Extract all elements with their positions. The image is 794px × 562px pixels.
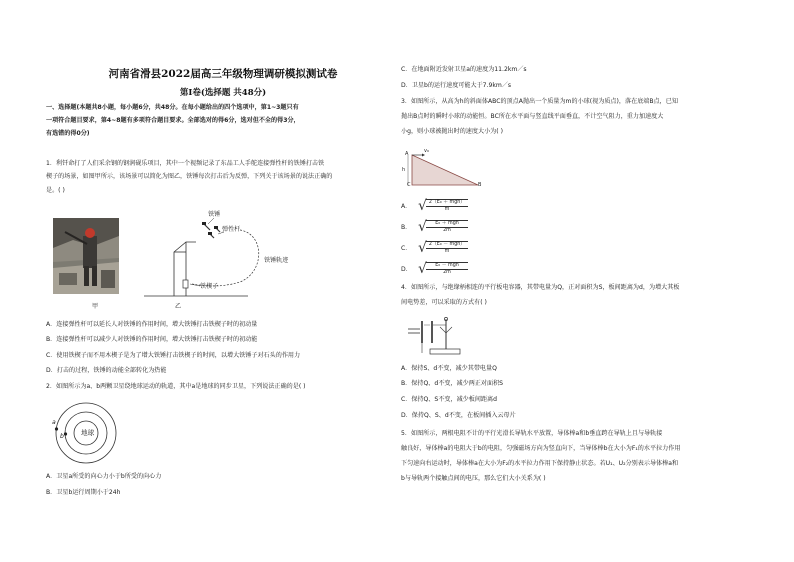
q2-option-b: B．卫星b运行周期小于24h [46,489,121,496]
question-5-line-1: 5．如图所示，两根电阻不计的平行光滑长导轨水平放置，导体棒a和b垂直跨在导轨上且与导轨接 [401,430,663,437]
q3-option-d-letter: D． [401,266,412,273]
q3-b-numerator: E₀ ＋ mgh [426,221,468,228]
q2-option-a: A．卫星a所受的向心力小于b所受的向心力 [46,473,162,480]
incline-diagram [402,145,486,191]
q4-option-d: D．保持Q、S、d不变，在板间插入云母片 [401,412,516,419]
q3-b-denominator: 2m [443,228,451,233]
sqrt-icon: √ [418,261,427,277]
q2-option-c: C．在地面附近发射卫星a的速度为11.2km／s [401,66,527,73]
q1-option-a: A．连接弹性杆可以延长人对铁锤的作用时间，增大铁锤打击铁楔子时的初动量 [46,321,258,328]
incline-velocity: v₀ [424,148,429,154]
q3-c-denominator: m [444,249,450,254]
question-4-line-2: 间电势差，可以采取的方式有( ) [401,299,487,306]
question-3-line-2: 抛出B点时的瞬时小球的动能恒。BC所在水平面与竖直线平面垂直，不计空气阻力，重力加速度大 [401,113,664,120]
question-5-line-2: 触良好，导体棒a的电阻大于b的电阻，匀强磁场方向为竖直向下，当导体棒b在大小为F₁的水平拉力作用 [401,445,681,452]
q3-d-numerator: E₀ － mgh [426,263,468,270]
q3-c-numerator: 2（E₀ － mgh） [426,242,468,249]
q3-option-a-letter: A． [401,203,412,210]
question-1-line-2: 楔子的场景，如图甲所示，该场景可以简化为图乙，铁锤每次打击后为反弹，下列关于该场景的说法正确的 [46,173,333,180]
q3-option-d-formula [418,260,470,280]
sqrt-icon: √ [418,240,427,256]
q3-option-c-formula [418,239,470,259]
figure-jia-label: 甲 [92,303,99,310]
capacitor-diagram [404,315,468,359]
question-5-line-4: b与导轨两个接触点间的电压，那么它们大小关系为( ) [401,475,546,482]
question-2-line-1: 2．如图所示为a、b两颗卫星绕地球运动的轨道，其中a是地球的同步卫星，下列说法正确的是( ) [46,383,306,390]
q3-a-denominator: m [444,207,450,212]
incline-point-a: A [405,151,409,157]
section-instructions-line-3: 有选错的得0分) [46,130,90,137]
sqrt-icon: √ [418,198,427,214]
incline-point-b: B [478,182,482,188]
label-hammer: 铁锤 [208,211,221,218]
q3-a-numerator: 2（E₀ ＋ mgh） [426,200,468,207]
incline-point-c: C [407,182,411,188]
satellite-b-label: b [60,433,64,440]
label-hammer-track: 铁锤轨迹 [264,257,289,264]
q4-option-b: B．保持Q、d不变，减少两正对面积S [401,380,504,387]
question-3-line-3: 小g，则小球被抛出时的速度大小为( ) [401,128,503,135]
section-title: 第Ⅰ卷(选择题 共48分) [179,88,267,98]
question-5-line-3: 下匀速向右运动时，导体棒a在大小为F₂的水平拉力作用下保持静止状态。若U₁、U₂分别表示导体棒a和 [401,460,679,467]
section-instructions-line-2: 一项符合题目要求，第4~8题有多项符合题目要求。全部选对的得6分，选对但不全的得3分， [46,117,300,124]
incline-height: h [402,167,406,173]
exam-title: 河南省滑县2022届高三年级物理调研模拟测试卷 [108,68,338,80]
q2-option-d: D．卫星b的运行速度可能大于7.9km／s [401,82,512,89]
q4-option-c: C．保持Q、S不变，减少板间距离d [401,396,498,403]
figure-yi-label: 乙 [175,303,182,310]
q3-option-a-formula [418,197,470,217]
q3-d-denominator: 2m [443,270,451,275]
q3-option-c-letter: C． [401,245,412,252]
question-1-line-3: 是。( ) [46,187,65,194]
question-4-line-1: 4．如图所示，与绝缘柄相连的平行板电容器，其带电量为Q，正对面积为S，板间距离为d，为增大其板 [401,284,680,291]
section-instructions-line-1: 一、选择题(本题共8小题，每小题6分，共48分。在每小题给出的四个选项中，第1~3题只有 [46,104,299,111]
earth-label: 地球 [81,429,95,437]
q3-option-b-formula [418,218,470,238]
q3-option-b-letter: B． [401,224,412,231]
worker-photo [53,218,119,294]
q1-option-b: B．连接弹性杆可以减少人对铁锤的作用时间，增大铁锤打击铁楔子时的初动能 [46,336,258,343]
q1-option-d: D．打击的过程，铁锤的动能全部转化为热能 [46,367,167,374]
q1-option-c: C．使用铁楔子而不用木楔子是为了增大铁锤打击铁楔子的时间，以增大铁锤子对石头的作用力 [46,352,301,359]
label-wedge: 铁楔子 [200,283,219,290]
sqrt-icon: √ [418,219,427,235]
q4-option-a: A．保持S、d不变，减少其带电量Q [401,365,497,372]
hammer-diagram [140,210,300,302]
question-3-line-1: 3．如图所示，从高为h的斜面体ABC的顶点A抛出一个质量为m的小球(视为质点)，落在底端B点，已知 [401,98,678,105]
question-1-line-1: 1．利钎命打了人们采余钢的钢润砚乐项目，其中一个视频记录了东品工人手舵连接弹性杆的铁锤打击铁 [46,160,325,167]
satellite-a-label: a [52,419,56,426]
label-elastic-rod: 弹性杆 [222,226,241,233]
